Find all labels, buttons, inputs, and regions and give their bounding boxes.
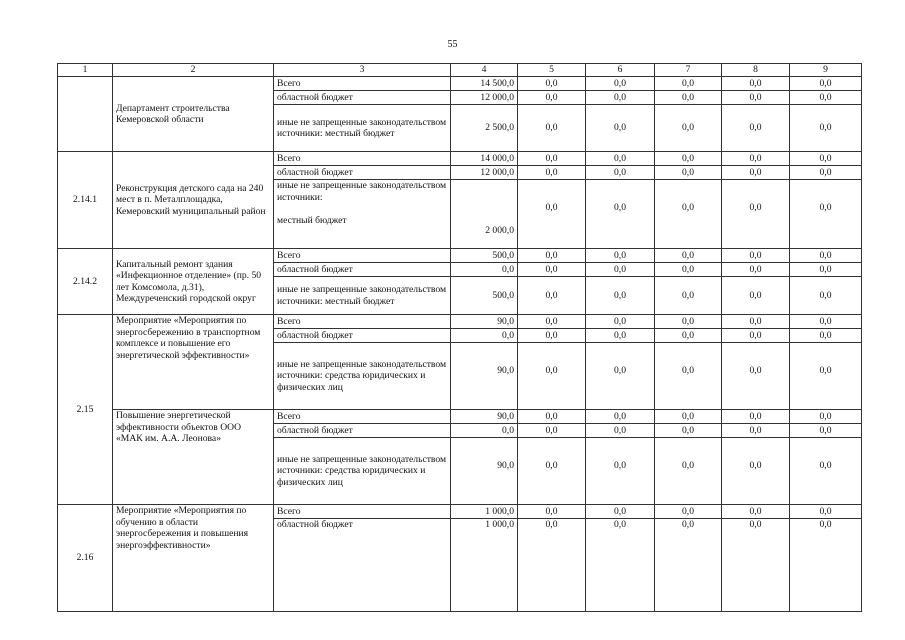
amount-cell: 0,0	[655, 519, 722, 612]
amount-cell: 0,0	[655, 277, 722, 315]
amount-cell: 0,0	[518, 315, 586, 329]
amount-cell: 500,0	[451, 249, 518, 263]
item-name: Повышение энергетической эффективности объектов ООО «МАК им. А.А. Леонова»	[113, 410, 274, 505]
amount-cell: 0,0	[586, 410, 655, 424]
source-label: Всего	[274, 505, 451, 519]
amount-cell: 0,0	[518, 249, 586, 263]
amount-cell: 0,0	[451, 424, 518, 438]
item-name: Мероприятие «Мероприятия по энергосбережению в транспортном комплексе и повышение его энергетической эффективности»	[113, 315, 274, 410]
amount-cell: 0,0	[722, 77, 790, 91]
amount-cell: 12 000,0	[451, 166, 518, 180]
amount-cell: 0,0	[722, 505, 790, 519]
amount-cell: 12 000,0	[451, 91, 518, 105]
amount-cell: 0,0	[586, 424, 655, 438]
column-header: 5	[518, 64, 586, 77]
amount-cell: 0,0	[518, 277, 586, 315]
amount-cell: 0,0	[586, 438, 655, 505]
amount-cell: 2 000,0	[451, 180, 518, 249]
amount-cell: 0,0	[451, 329, 518, 343]
amount-cell: 0,0	[790, 424, 862, 438]
amount-cell: 0,0	[518, 166, 586, 180]
amount-cell: 0,0	[655, 152, 722, 166]
source-label: областной бюджет	[274, 166, 451, 180]
amount-cell: 0,0	[722, 277, 790, 315]
amount-cell: 0,0	[722, 315, 790, 329]
amount-cell: 0,0	[655, 315, 722, 329]
amount-cell: 0,0	[722, 329, 790, 343]
item-number	[58, 77, 113, 152]
amount-cell: 0,0	[655, 505, 722, 519]
amount-cell: 0,0	[722, 424, 790, 438]
amount-cell: 0,0	[790, 505, 862, 519]
amount-cell: 0,0	[655, 77, 722, 91]
table-row	[58, 77, 862, 91]
amount-cell: 0,0	[586, 180, 655, 249]
amount-cell: 0,0	[722, 152, 790, 166]
source-label: Всего	[274, 249, 451, 263]
amount-cell: 0,0	[655, 263, 722, 277]
amount-cell: 0,0	[790, 91, 862, 105]
table-row	[58, 315, 862, 329]
amount-cell: 0,0	[655, 166, 722, 180]
amount-cell: 0,0	[655, 410, 722, 424]
amount-cell: 0,0	[790, 410, 862, 424]
amount-cell: 0,0	[722, 263, 790, 277]
item-name: Департамент строительства Кемеровской области	[113, 77, 274, 152]
amount-cell: 0,0	[586, 277, 655, 315]
amount-cell: 0,0	[586, 152, 655, 166]
amount-cell: 0,0	[518, 180, 586, 249]
amount-cell: 0,0	[518, 329, 586, 343]
amount-cell: 0,0	[518, 424, 586, 438]
item-number: 2.15	[58, 315, 113, 505]
amount-cell: 0,0	[586, 166, 655, 180]
source-label: иные не запрещенные законодательством источники: средства юридических и физических лиц	[274, 343, 451, 410]
amount-cell: 0,0	[655, 180, 722, 249]
financing-table	[57, 63, 862, 612]
amount-cell: 0,0	[655, 343, 722, 410]
item-number: 2.16	[58, 505, 113, 612]
amount-cell: 0,0	[655, 105, 722, 152]
column-header: 9	[790, 64, 862, 77]
amount-cell: 0,0	[722, 410, 790, 424]
amount-cell: 0,0	[722, 343, 790, 410]
column-header: 1	[58, 64, 113, 77]
amount-cell: 0,0	[722, 180, 790, 249]
column-header: 6	[586, 64, 655, 77]
amount-cell: 0,0	[518, 505, 586, 519]
amount-cell: 0,0	[722, 519, 790, 612]
table-row	[58, 410, 862, 424]
source-label: областной бюджет	[274, 329, 451, 343]
amount-cell: 90,0	[451, 410, 518, 424]
amount-cell: 0,0	[586, 263, 655, 277]
item-name: Реконструкция детского сада на 240 мест в п. Металплощадка, Кемеровский муниципальный район	[113, 152, 274, 249]
header-row	[58, 64, 862, 77]
amount-cell: 0,0	[790, 166, 862, 180]
source-label: областной бюджет	[274, 91, 451, 105]
column-header: 3	[274, 64, 451, 77]
amount-cell: 0,0	[722, 91, 790, 105]
amount-cell: 0,0	[790, 249, 862, 263]
page-number: 55	[447, 39, 458, 50]
amount-cell: 0,0	[722, 249, 790, 263]
amount-cell: 14 000,0	[451, 152, 518, 166]
amount-cell: 0,0	[722, 438, 790, 505]
table-row	[58, 152, 862, 166]
item-name: Мероприятие «Мероприятия по обучению в области энергосбережения и повышения энергоэффективности»	[113, 505, 274, 612]
amount-cell: 0,0	[518, 105, 586, 152]
amount-cell: 0,0	[518, 519, 586, 612]
amount-cell: 0,0	[518, 152, 586, 166]
amount-cell: 90,0	[451, 315, 518, 329]
amount-cell: 0,0	[722, 166, 790, 180]
amount-cell: 0,0	[518, 343, 586, 410]
column-header: 7	[655, 64, 722, 77]
column-header: 8	[722, 64, 790, 77]
amount-cell: 0,0	[518, 410, 586, 424]
amount-cell: 0,0	[586, 505, 655, 519]
amount-cell: 0,0	[518, 91, 586, 105]
amount-cell: 0,0	[655, 424, 722, 438]
amount-cell: 0,0	[586, 77, 655, 91]
table-row	[58, 505, 862, 519]
amount-cell: 0,0	[790, 519, 862, 612]
column-header: 2	[113, 64, 274, 77]
amount-cell: 1 000,0	[451, 519, 518, 612]
source-label: Всего	[274, 315, 451, 329]
source-label: областной бюджет	[274, 263, 451, 277]
amount-cell: 0,0	[790, 105, 862, 152]
amount-cell: 0,0	[586, 315, 655, 329]
amount-cell: 0,0	[655, 249, 722, 263]
column-header: 4	[451, 64, 518, 77]
amount-cell: 0,0	[790, 77, 862, 91]
amount-cell: 0,0	[790, 152, 862, 166]
amount-cell: 0,0	[790, 343, 862, 410]
amount-cell: 0,0	[790, 263, 862, 277]
amount-cell: 14 500,0	[451, 77, 518, 91]
item-number: 2.14.1	[58, 152, 113, 249]
source-header-text: иные не запрещенные законодательством источники:	[277, 180, 447, 203]
source-label: иные не запрещенные законодательством источники: местный бюджет	[274, 105, 451, 152]
amount-cell: 0,0	[655, 91, 722, 105]
source-label: иные не запрещенные законодательством источники: средства юридических и физических лиц	[274, 438, 451, 505]
amount-cell: 0,0	[586, 91, 655, 105]
amount-cell: 0,0	[722, 105, 790, 152]
source-label: иные не запрещенные законодательством источники: местный бюджет	[274, 277, 451, 315]
source-local-text: местный бюджет	[277, 215, 347, 226]
item-name: Капитальный ремонт здания «Инфекционное отделение» (пр. 50 лет Комсомола, д.31), Междуреченский городской округ	[113, 249, 274, 315]
source-label: Всего	[274, 410, 451, 424]
table-row	[58, 249, 862, 263]
source-label	[274, 180, 451, 249]
amount-cell: 0,0	[451, 263, 518, 277]
amount-cell: 0,0	[586, 105, 655, 152]
amount-cell: 0,0	[586, 329, 655, 343]
amount-cell: 90,0	[451, 343, 518, 410]
amount-cell: 0,0	[518, 263, 586, 277]
amount-cell: 0,0	[586, 343, 655, 410]
amount-cell: 0,0	[518, 438, 586, 505]
amount-cell: 0,0	[655, 329, 722, 343]
amount-cell: 1 000,0	[451, 505, 518, 519]
source-label: Всего	[274, 152, 451, 166]
amount-cell: 0,0	[790, 180, 862, 249]
amount-cell: 0,0	[655, 438, 722, 505]
amount-cell: 500,0	[451, 277, 518, 315]
item-number: 2.14.2	[58, 249, 113, 315]
amount-cell: 0,0	[586, 519, 655, 612]
source-label: Всего	[274, 77, 451, 91]
amount-cell: 0,0	[790, 315, 862, 329]
amount-cell: 0,0	[518, 77, 586, 91]
source-label: областной бюджет	[274, 519, 451, 612]
amount-cell: 0,0	[586, 249, 655, 263]
amount-cell: 2 500,0	[451, 105, 518, 152]
amount-cell: 0,0	[790, 438, 862, 505]
amount-cell: 90,0	[451, 438, 518, 505]
amount-cell: 0,0	[790, 277, 862, 315]
source-label: областной бюджет	[274, 424, 451, 438]
amount-cell: 0,0	[790, 329, 862, 343]
